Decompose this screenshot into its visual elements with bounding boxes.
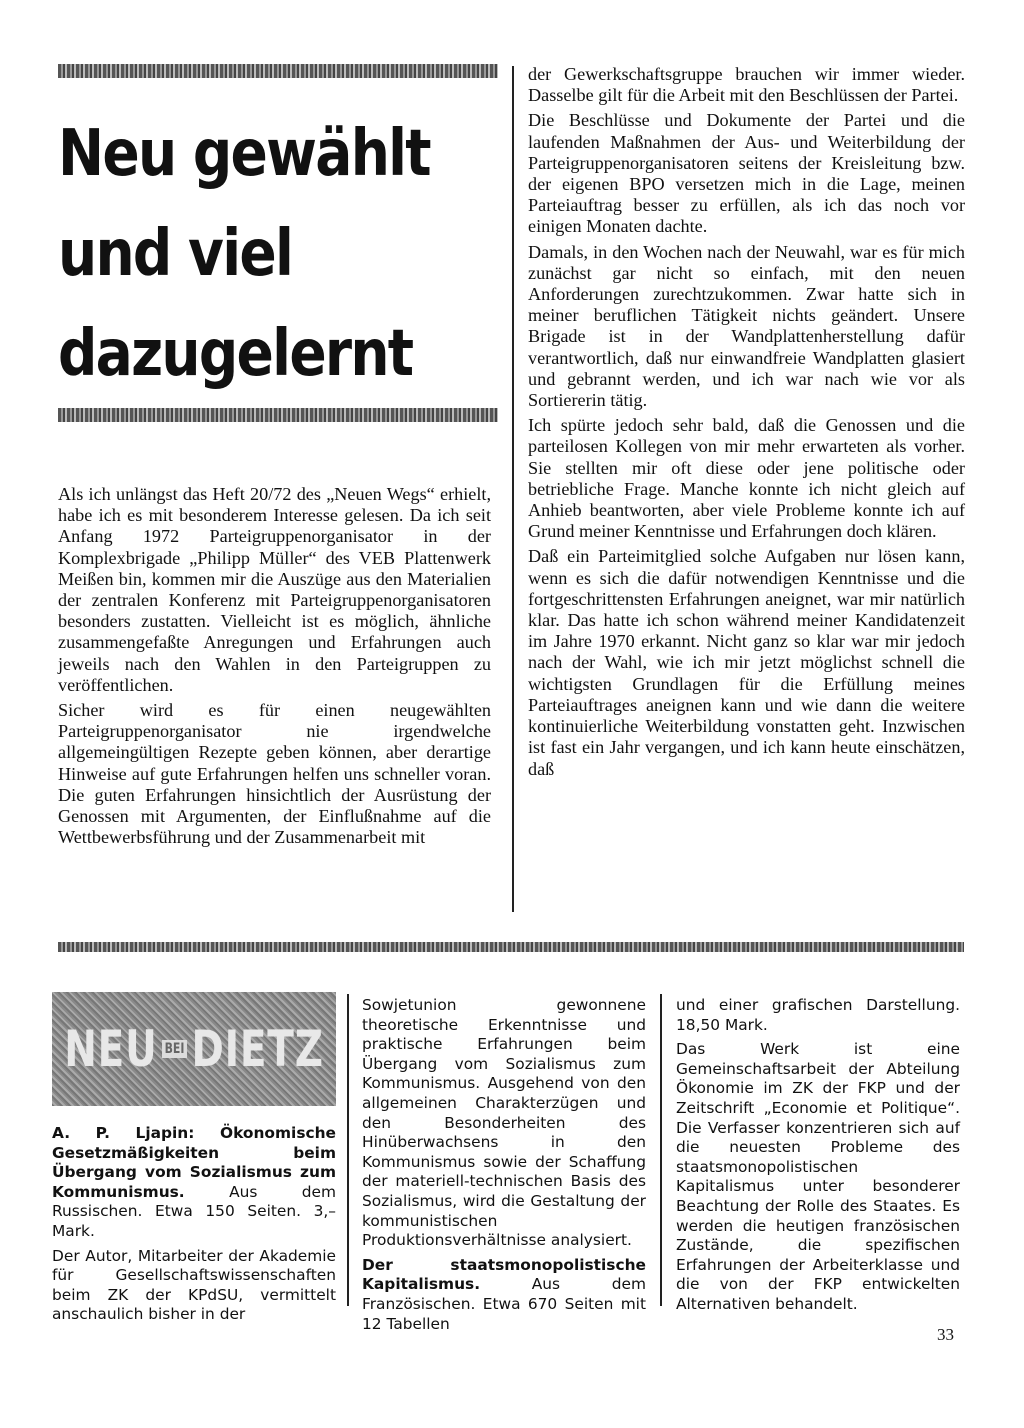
article-paragraph: Sicher wird es für einen neugewählten Parteigruppenorganisator nie irgendwelche allgemeingültigen Rezepte geben können, aber derartige Hinweise auf gute Erfahrungen helfen uns schneller voran. Die guten Erfahrungen hinsichtlich der Ausrüstung der Genossen mit Argumenten, der Einflußnahme auf die Wettbewerbsführung und der Zusammenarbeit mit: [58, 700, 491, 848]
books-divider-1: [347, 994, 349, 1306]
logo-dietz: DIETZ: [191, 1020, 324, 1078]
article-paragraph: Daß ein Parteimitglied solche Aufgaben nur lösen kann, wenn es sich die dafür notwendigen Kenntnisse und die fortgeschrittensten Erfahrungen aneignet, war mir natürlich klar. Das hatte ich schon während meiner Kandidatenzeit im Jahre 1970 erkannt. Nicht ganz so klar war mir jedoch nach der Wahl, wie ich mir jetzt möglichst schnell die wichtigsten Grundlagen für die Erfüllung meines Parteiauftrages aneignen kann und wie dann die weitere kontinuierliche Weiterbildung vonstatten geht. Inzwischen ist fast ein Jahr vergangen, und ich kann heute einschätzen, daß: [528, 546, 965, 779]
page-number: 33: [937, 1325, 954, 1344]
article-paragraph: Ich spürte jedoch sehr bald, daß die Genossen und die parteilosen Kollegen von mir mehr erwarteten als vorher. Sie stellten mir oft diese oder jene politische oder betriebliche Frage. Manche konnte ich nicht gleich auf Anhieb beantworten, aber viele Probleme konnte ich auf Grund meiner Kenntnisse und Erfahrungen doch klären.: [528, 415, 965, 542]
book1-entry: [52, 1124, 336, 1242]
section-separator-rule: [58, 942, 964, 952]
books-divider-2: [660, 994, 662, 1306]
books-column-1: [52, 1124, 336, 1330]
logo-bei: BEI: [162, 1040, 187, 1058]
logo-text: [64, 992, 324, 1106]
article-paragraph: Als ich unlängst das Heft 20/72 des „Neuen Wegs“ erhielt, habe ich es mit besonderem Interesse gelesen. Da ich seit Anfang 1972 Parteigruppenorganisator in der Komplexbrigade „Philipp Müller“ des VEB Plattenwerk Meißen bin, kommen mir die Auszüge aus den Materialien der zentralen Konferenz mit Parteigruppenorganisatoren besonders zustatten. Vielleicht ist es möglich, ähnliche zusammengefaßte Anregungen und Erfahrungen auch jeweils nach den Wahlen in den Parteigruppen zu veröffentlichen.: [58, 484, 491, 695]
headline-line-1: Neu gewählt: [58, 117, 430, 191]
article-paragraph: Die Beschlüsse und Dokumente der Partei und die laufenden Maßnahmen der Aus- und Weiterbildung der Parteigruppenorganisatoren seitens der Kreisleitung bzw. der eigenen BPO versetzen mich in die Lage, meinen Parteiauftrag besser zu erfüllen, als ich das noch vor einigen Monaten dachte.: [528, 110, 965, 237]
logo-neu: NEU: [64, 1020, 158, 1078]
book1-description-continued: Sowjetunion gewonnene theoretische Erkenntnisse und praktische Erfahrungen beim Übergang vom Sozialismus zum Kommunismus. Ausgehend von den allgemeinen Charakterzügen und den Besonderheiten des Hinüberwachsens in den Kommunismus sowie der Schaffung der materiell-technischen Basis des Sozialismus, wird die Gestaltung der kommunistischen Produktionsverhältnisse analysiert.: [362, 996, 646, 1250]
neu-bei-dietz-logo: [52, 992, 336, 1106]
article-column-divider: [512, 66, 514, 912]
book1-description: Der Autor, Mitarbeiter der Akademie für Gesellschaftswissenschaften beim ZK der KPdSU, vermittelt anschaulich bisher in der: [52, 1246, 336, 1324]
book2-title: Der staatsmonopolistische Kapitalismus.: [362, 1255, 646, 1294]
book2-meta: Aus dem Französischen. Etwa 670 Seiten mit 12 Tabellen: [362, 1275, 646, 1333]
books-column-3: [676, 996, 960, 1320]
headline-bottom-rule: [58, 408, 498, 422]
book1-meta: Aus dem Russischen. Etwa 150 Seiten. 3,– Mark.: [52, 1182, 336, 1240]
headline-line-2: und viel: [58, 217, 293, 291]
book2-entry: [362, 1256, 646, 1334]
article-right-column: [528, 64, 965, 784]
book1-title: A. P. Ljapin: Ökonomische Gesetzmäßigkeiten beim Übergang vom Sozialismus zum Kommunismus.: [52, 1124, 336, 1201]
books-column-2: [362, 996, 646, 1339]
book2-description: Das Werk ist eine Gemeinschaftsarbeit der Abteilung Ökonomie im ZK der FKP und der Zeitschrift „Economie et Politique“. Die Verfasser konzentrieren sich auf die neuesten Probleme des staatsmonopolistischen Kapitalismus unter besonderer Beachtung der Rolle des Staates. Es werden die heutigen französischen Zustände, die spezifischen Erfahrungen der Arbeiterklasse und die von der FKP entwickelten Alternativen behandelt.: [676, 1040, 960, 1313]
headline: [58, 104, 445, 404]
headline-line-3: dazugelernt: [58, 317, 413, 391]
article-paragraph: Damals, in den Wochen nach der Neuwahl, war es für mich zunächst gar nicht so einfach, mit den neuen Anforderungen zurechtzukommen. Zwar hatte sich in meiner beruflichen Tätigkeit nichts geändert. Unsere Brigade ist in der Wandplattenherstellung dafür verantwortlich, daß nur einwandfreie Wandplatten glasiert und gebrannt werden, und ich war nach wie vor als Sortiererin tätig.: [528, 241, 965, 411]
article-left-column: [58, 484, 491, 852]
article-paragraph: der Gewerkschaftsgruppe brauchen wir immer wieder. Dasselbe gilt für die Arbeit mit den Beschlüssen der Partei.: [528, 64, 965, 106]
book2-meta-continued: und einer grafischen Darstellung. 18,50 Mark.: [676, 996, 960, 1034]
headline-top-rule: [58, 64, 498, 78]
